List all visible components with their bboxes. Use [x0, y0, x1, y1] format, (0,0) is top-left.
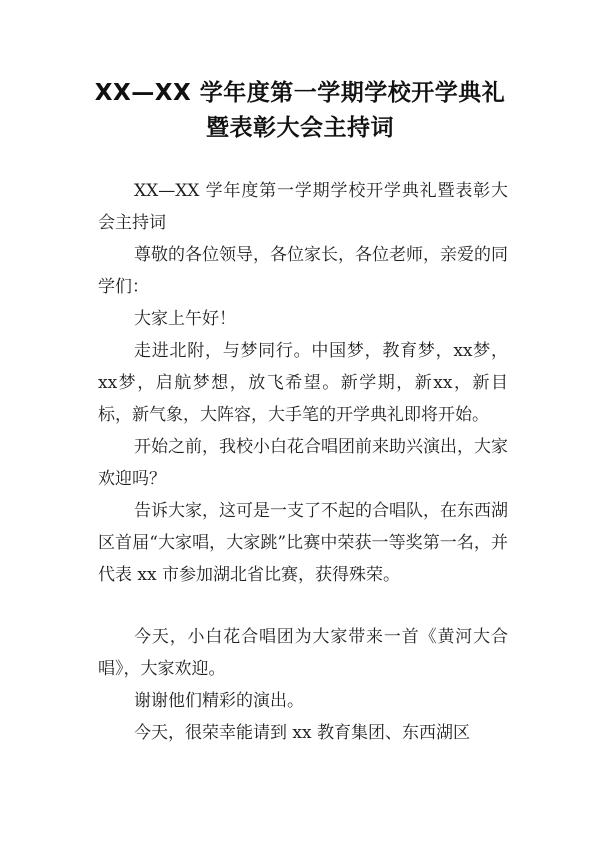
document-title-line-1: XX—XX 学年度第一学期学校开学典礼	[94, 80, 506, 106]
document-title-line-2: 暨表彰大会主持词	[206, 115, 394, 141]
paragraph-choir-intro: 开始之前，我校小白花合唱团前来助兴演出，大家欢迎吗？	[98, 437, 508, 489]
paragraph-choir-award: 告诉大家，这可是一支了不起的合唱队，在东西湖区首届“大家唱，大家跳”比赛中荣获一等奖第一名，并代表 xx 市参加湖北省比赛，获得殊荣。	[98, 501, 508, 585]
paragraph-opening: 走进北附，与梦同行。中国梦，教育梦，xx梦，xx梦，启航梦想，放飞希望。新学期，新xx，新目标，新气象，大阵容，大手笔的开学典礼即将开始。	[98, 341, 508, 425]
paragraph-thanks: 谢谢他们精彩的演出。	[134, 691, 304, 711]
paragraph-choir-performance: 今天，小白花合唱团为大家带来一首《黄河大合唱》，大家欢迎。	[98, 627, 508, 679]
document-body	[98, 175, 508, 749]
paragraph-heading-repeat: XX—XX 学年度第一学期学校开学典礼暨表彰大会主持词	[98, 181, 508, 233]
paragraph-good-morning: 大家上午好！	[134, 309, 236, 329]
paragraph-guests: 今天，很荣幸能请到 xx 教育集团、东西湖区	[134, 723, 470, 743]
paragraph-greeting: 尊敬的各位领导，各位家长，各位老师，亲爱的同学们：	[98, 245, 508, 297]
